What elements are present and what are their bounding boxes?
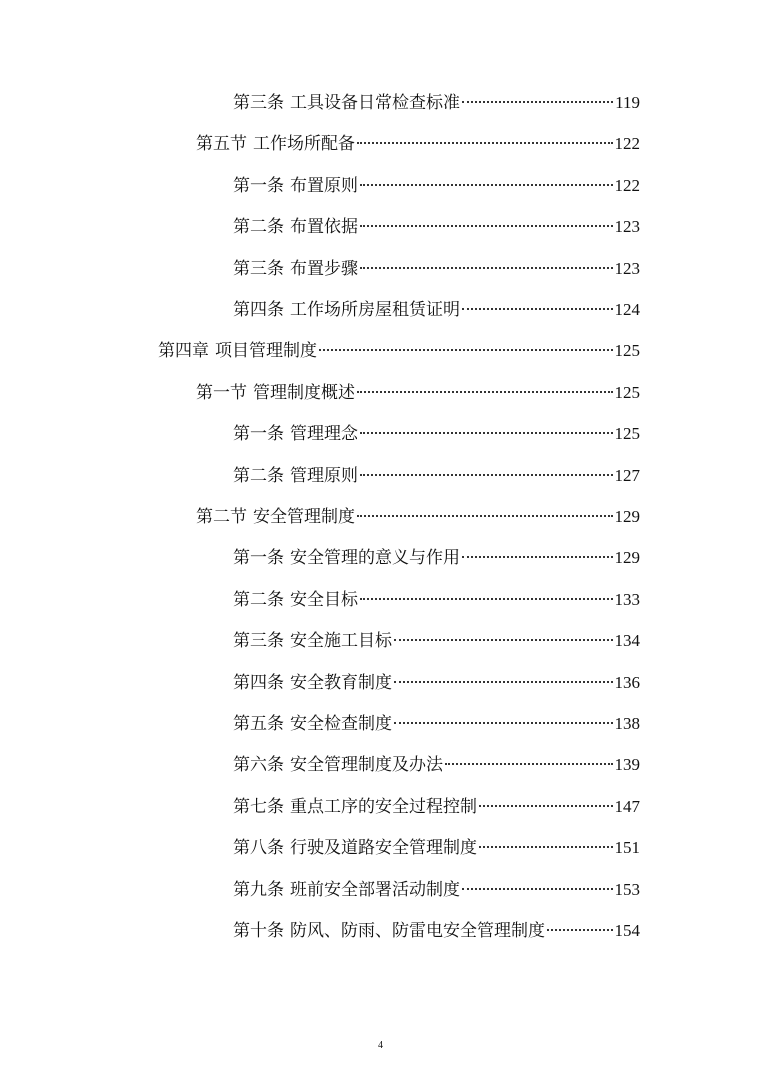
- toc-entry[interactable]: [196, 502, 640, 532]
- toc-entry[interactable]: [233, 295, 640, 325]
- toc-entry-title: 安全检查制度: [290, 714, 392, 734]
- toc-leader-dots: [479, 846, 613, 848]
- toc-entry-number: 第三条: [233, 258, 284, 279]
- page-number: 4: [378, 1040, 383, 1051]
- toc-entry[interactable]: [233, 543, 640, 573]
- toc-entry-number: 第三条: [233, 93, 284, 113]
- toc-entry-title: 管理原则: [290, 465, 358, 486]
- toc-entry[interactable]: [196, 129, 640, 159]
- toc-entry-number: 第一条: [233, 175, 284, 196]
- toc-leader-dots: [357, 391, 613, 393]
- toc-entry-title: 项目管理制度: [215, 341, 317, 362]
- toc-leader-dots: [462, 556, 613, 558]
- toc-entry-number: 第四条: [233, 672, 284, 693]
- toc-entry-page: 139: [614, 755, 640, 775]
- toc-entry-number: 第二条: [233, 217, 284, 238]
- toc-entry-page: 129: [614, 548, 640, 568]
- toc-entry-page: 151: [614, 838, 640, 858]
- toc-entry-title: 安全管理的意义与作用: [290, 548, 460, 569]
- toc-entry-page: 127: [614, 465, 640, 485]
- toc-entry-number: 第二条: [233, 465, 284, 486]
- toc-entry[interactable]: [233, 461, 640, 491]
- toc-entry[interactable]: [233, 668, 640, 698]
- toc-entry-number: 第九条: [233, 879, 284, 900]
- toc-leader-dots: [394, 722, 613, 724]
- toc-entry-page: 122: [614, 175, 640, 195]
- toc-entry[interactable]: [233, 254, 640, 284]
- toc-entry-title: 安全教育制度: [290, 672, 392, 693]
- toc-leader-dots: [360, 432, 613, 434]
- toc-entry-title: 安全目标: [290, 589, 358, 610]
- toc-entry[interactable]: [233, 916, 640, 946]
- toc-entry-page: 138: [614, 714, 640, 733]
- toc-leader-dots: [462, 308, 613, 310]
- toc-entry-page: 122: [614, 134, 640, 154]
- toc-entry[interactable]: [233, 212, 640, 242]
- toc-leader-dots: [360, 225, 613, 227]
- toc-entry-page: 125: [614, 424, 640, 444]
- toc-entry[interactable]: [233, 419, 640, 449]
- toc-entry-title: 行驶及道路安全管理制度: [290, 838, 477, 859]
- toc-entry-title: 安全管理制度及办法: [290, 755, 443, 776]
- toc-leader-dots: [319, 349, 613, 351]
- toc-leader-dots: [394, 639, 613, 641]
- toc-entry-title: 工作场所房屋租赁证明: [290, 300, 460, 320]
- toc-entry-title: 安全施工目标: [290, 631, 392, 652]
- toc-entry-title: 管理制度概述: [253, 382, 355, 403]
- toc-entry[interactable]: [233, 709, 640, 739]
- toc-entry-title: 安全管理制度: [253, 507, 355, 527]
- toc-entry[interactable]: [233, 833, 640, 863]
- toc-entry-number: 第四章: [158, 341, 209, 362]
- toc-entry-page: 129: [614, 507, 640, 526]
- toc-entry[interactable]: [233, 585, 640, 615]
- toc-entry[interactable]: [233, 88, 640, 118]
- toc-entry[interactable]: [158, 336, 640, 366]
- toc-entry-number: 第一条: [233, 548, 284, 569]
- toc-entry-page: 123: [614, 258, 640, 278]
- toc-entry-title: 工作场所配备: [253, 134, 355, 155]
- toc-entry-page: 133: [614, 589, 640, 609]
- toc-entry-number: 第一条: [233, 424, 284, 445]
- toc-entry-number: 第五节: [196, 134, 247, 155]
- toc-entry-title: 布置依据: [290, 217, 358, 238]
- toc-entry[interactable]: [233, 171, 640, 201]
- toc-leader-dots: [357, 515, 613, 517]
- toc-entry-page: 124: [614, 300, 640, 319]
- toc-entry-page: 136: [614, 672, 640, 692]
- toc-leader-dots: [547, 929, 613, 931]
- toc-entry-title: 班前安全部署活动制度: [290, 879, 460, 900]
- toc-entry-page: 153: [614, 879, 640, 899]
- toc-entry-title: 管理理念: [290, 424, 358, 445]
- toc-leader-dots: [360, 267, 613, 269]
- toc-entry-number: 第五条: [233, 714, 284, 734]
- toc-entry-number: 第三条: [233, 631, 284, 652]
- toc-entry-title: 布置原则: [290, 175, 358, 196]
- toc-leader-dots: [360, 184, 613, 186]
- toc-leader-dots: [394, 681, 613, 683]
- toc-entry-title: 布置步骤: [290, 258, 358, 279]
- toc-entry-page: 134: [614, 631, 640, 651]
- toc-entry-number: 第二节: [196, 507, 247, 527]
- toc-leader-dots: [357, 142, 613, 144]
- toc-leader-dots: [360, 474, 613, 476]
- toc-leader-dots: [479, 805, 613, 807]
- toc-entry[interactable]: [233, 626, 640, 656]
- toc-entry-page: 147: [614, 796, 640, 816]
- toc-entry-page: 125: [614, 382, 640, 402]
- toc-entry-page: 123: [614, 217, 640, 237]
- toc-entry-title: 防风、防雨、防雷电安全管理制度: [290, 921, 545, 941]
- toc-entry-page: 125: [614, 341, 640, 361]
- toc-entry-page: 119: [615, 93, 640, 112]
- toc-leader-dots: [462, 888, 613, 890]
- toc-entry[interactable]: [233, 875, 640, 905]
- toc-entry-title: 重点工序的安全过程控制: [290, 796, 477, 817]
- toc-entry[interactable]: [196, 378, 640, 408]
- toc-entry-number: 第十条: [233, 921, 284, 941]
- toc-entry[interactable]: [233, 750, 640, 780]
- toc-entry-number: 第七条: [233, 796, 284, 817]
- toc-leader-dots: [360, 598, 613, 600]
- toc-entry-number: 第六条: [233, 755, 284, 776]
- toc-entry-number: 第一节: [196, 382, 247, 403]
- toc-leader-dots: [462, 101, 613, 103]
- toc-entry-number: 第二条: [233, 589, 284, 610]
- toc-entry-title: 工具设备日常检查标准: [290, 93, 460, 113]
- toc-leader-dots: [445, 763, 613, 765]
- toc-entry-number: 第四条: [233, 300, 284, 320]
- toc-entry-page: 154: [614, 921, 640, 940]
- toc-entry[interactable]: [233, 792, 640, 822]
- toc-entry-number: 第八条: [233, 838, 284, 859]
